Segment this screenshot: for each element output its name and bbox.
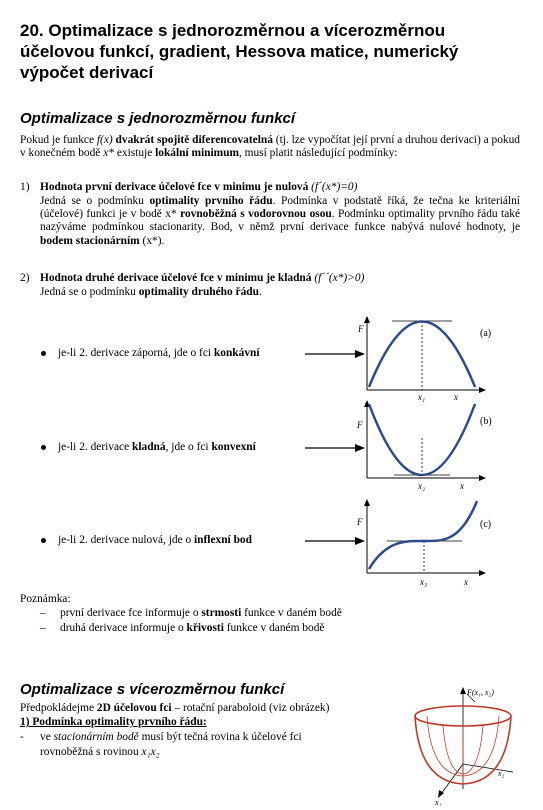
section2-item-line2: rovnoběžná s rovinou x₁x₂ [40, 746, 160, 758]
condition-2-body: Jedná se o podmínku optimality druhého řádu. [40, 286, 262, 298]
section-heading-1d: Optimalizace s jednorozměrnou funkcí [20, 110, 296, 127]
graph-y-label: F [358, 324, 364, 334]
graph-tag: (a) [480, 328, 492, 339]
condition-1-body: Jedná se o podmínku optimality prvního řádu. Podmínka v podstatě říká, že tečna ke kriteriální (účelové) funkci je v bodě x* rovnoběžná s vodorovnou osou. Podmínku optimality prvního řádu také nazýváme podmínkou stacionarity. Bod, v němž první derivace funkce nabývá nulové hodnoty, je bodem stacionárním (x*). [40, 195, 520, 247]
condition-2-heading: Hodnota druhé derivace účelové fce v minimu je kladná (f´´(x*)>0) [40, 272, 365, 284]
note-item-dash: – [40, 622, 46, 634]
figure-f-label: F(x₁, x₂) [467, 688, 494, 697]
graph-xstar-label: x₁ [418, 392, 426, 402]
condition-1-heading: Hodnota první derivace účelové fce v minimu je nulová (f´(x*)=0) [40, 181, 358, 193]
intro-paragraph: Pokud je funkce f(x) dvakrát spojitě diferencovatelná (tj. lze vypočítat její první a druhou derivaci) a pokud v konečném bodě x* existuje lokální minimum, musí platit následující podmínky: [20, 134, 520, 160]
figure-x1-label: x₁ [435, 798, 442, 806]
note-item-slope: první derivace fce informuje o strmosti funkce v daném bodě [60, 607, 342, 619]
graph-x-label: x [454, 392, 458, 402]
list-dash: - [20, 731, 24, 743]
bullet-dot [41, 445, 46, 450]
graph-inflection [352, 497, 502, 589]
bullet-dot [41, 538, 46, 543]
graph-tag: (c) [480, 519, 492, 530]
graph-tag: (b) [480, 416, 492, 427]
graph-xstar-label: x₃ [420, 577, 428, 587]
paraboloid-figure [405, 684, 533, 806]
graph-convex [352, 398, 502, 493]
graph-xstar-label: x₂ [418, 481, 426, 491]
section2-intro: Předpokládejme 2D účelovou fci – rotační paraboloid (viz obrázek) [20, 702, 330, 714]
graph-y-label: F [357, 420, 363, 430]
condition-2-number: 2) [20, 272, 30, 284]
condition-1-number: 1) [20, 181, 30, 193]
bullet-concave: je-li 2. derivace záporná, jde o fci konkávní [58, 347, 260, 359]
bullet-inflection: je-li 2. derivace nulová, jde o inflexní bod [58, 534, 252, 546]
bullet-dot [41, 351, 46, 356]
figure-x2-label: x₂ [498, 769, 505, 778]
section2-item-line1: ve stacionárním bodě musí být tečná rovina k účelové fci [40, 731, 302, 743]
note-item-dash: – [40, 607, 46, 619]
page-title: 20. Optimalizace s jednorozměrnou a vícerozměrnou účelovou funkcí, gradient, Hessova matice, numerický výpočet derivací [20, 21, 459, 82]
section2-subheading: 1) Podmínka optimality prvního řádu: [20, 716, 207, 728]
graph-concave [352, 314, 502, 404]
note-item-curvature: druhá derivace informuje o křivosti funkce v daném bodě [60, 622, 325, 634]
section-heading-nd: Optimalizace s vícerozměrnou funkcí [20, 681, 285, 698]
graph-x-label: x [464, 577, 468, 587]
graph-x-label: x [460, 481, 464, 491]
graph-y-label: F [357, 517, 363, 527]
bullet-convex: je-li 2. derivace kladná, jde o fci konvexní [58, 441, 256, 453]
note-heading: Poznámka: [20, 593, 71, 605]
